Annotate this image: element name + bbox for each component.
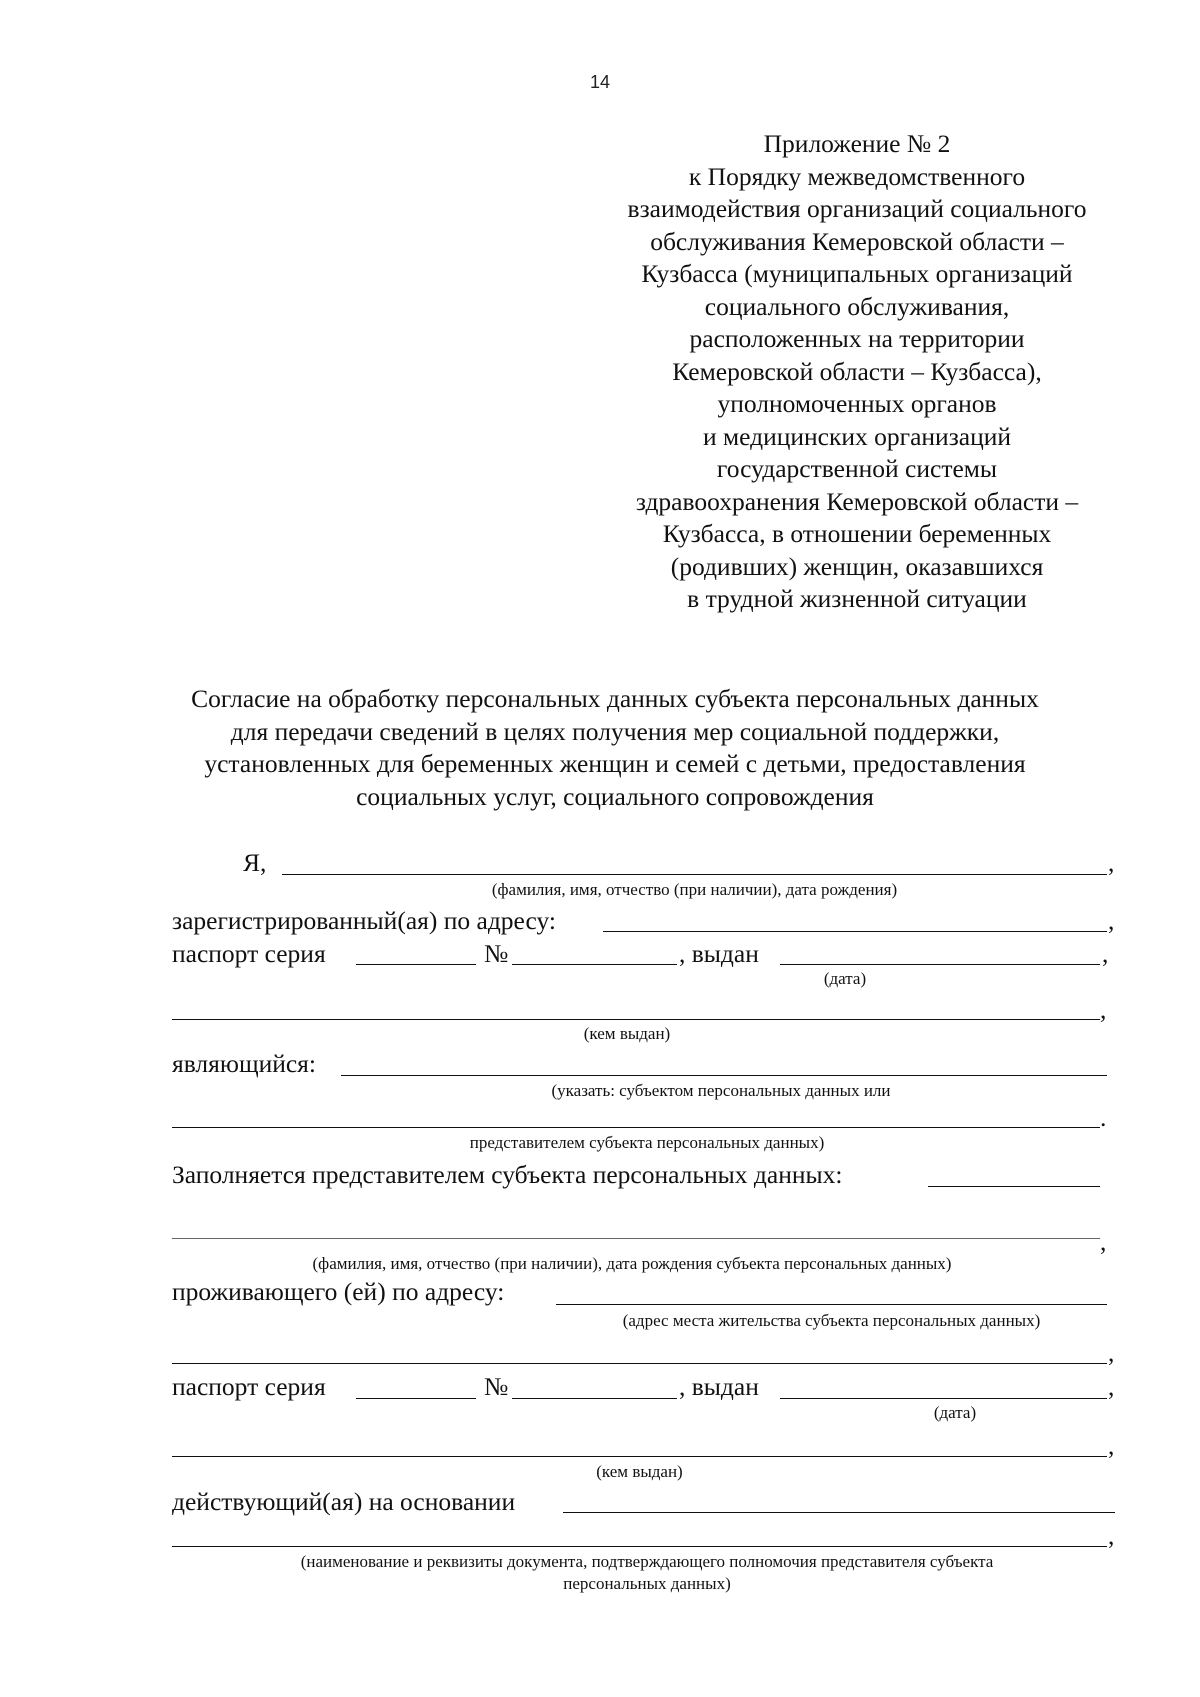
- rep-issued-label: , выдан: [679, 1372, 759, 1401]
- full-name-caption: (фамилия, имя, отчество (при наличии), дата рождения): [491, 880, 898, 899]
- being-caption-1: (указать: субъектом персональных данных или: [551, 1081, 891, 1100]
- issued-label: , выдан: [679, 939, 759, 968]
- comma: ,: [1102, 939, 1109, 968]
- rep-passport-number-field[interactable]: [512, 1398, 677, 1399]
- acting-label: действующий(ая) на основании: [172, 1487, 516, 1516]
- appendix-line: Кемеровской области – Кузбасса),: [672, 356, 1042, 386]
- comma: ,: [1108, 906, 1115, 935]
- issued-by-caption: (кем выдан): [583, 1024, 671, 1043]
- appendix-line: расположенных на территории: [689, 324, 1025, 353]
- authority-document-field[interactable]: [563, 1512, 1115, 1513]
- rep-passport-issued-by-field[interactable]: [172, 1456, 1107, 1457]
- being-caption-2: представителем субъекта персональных данных): [469, 1133, 825, 1152]
- representative-label: Заполняется представителем субъекта персональных данных:: [172, 1160, 843, 1189]
- document-title: [130, 683, 1100, 813]
- appendix-header: [592, 128, 1122, 616]
- appendix-line: государственной системы: [716, 454, 998, 483]
- representative-field[interactable]: [928, 1186, 1100, 1187]
- appendix-line: Кузбасса, в отношении беременных: [662, 519, 1052, 548]
- residing-label: проживающего (ей) по адресу:: [172, 1277, 505, 1306]
- date-caption: (дата): [823, 969, 867, 988]
- rep-passport-series-label: паспорт серия: [172, 1372, 326, 1401]
- comma: ,: [1108, 848, 1115, 877]
- registered-label: зарегистрированный(ая) по адресу:: [172, 906, 556, 935]
- authority-document-field-2[interactable]: [172, 1546, 1107, 1547]
- passport-series-label: паспорт серия: [172, 939, 326, 968]
- comma: ,: [1108, 1521, 1115, 1550]
- appendix-line: (родивших) женщин, оказавшихся: [670, 551, 1044, 581]
- subject-name-field[interactable]: [172, 1238, 1100, 1239]
- residence-address-field[interactable]: [556, 1304, 1107, 1305]
- passport-number-sign: №: [484, 939, 509, 968]
- appendix-line: здравоохранения Кемеровской области –: [635, 486, 1079, 516]
- period: .: [1100, 1103, 1107, 1132]
- comma: ,: [1108, 1372, 1115, 1401]
- document-caption-1: (наименование и реквизиты документа, подтверждающего полномочия представителя субъекта: [300, 1552, 994, 1571]
- full-name-field[interactable]: [282, 874, 1107, 875]
- document-caption-2: персональных данных): [563, 1574, 731, 1593]
- title-line: Согласие на обработку персональных данных субъекта персональных данных: [191, 684, 1039, 713]
- page-number: 14: [589, 72, 611, 92]
- residence-caption: (адрес места жительства субъекта персональных данных): [622, 1311, 1041, 1330]
- rep-passport-number-sign: №: [484, 1372, 509, 1401]
- passport-series-field[interactable]: [356, 964, 476, 965]
- residence-address-field-2[interactable]: [172, 1363, 1107, 1364]
- title-line: социальных услуг, социального сопровождения: [356, 781, 874, 811]
- appendix-line: Кузбасса (муниципальных организаций: [641, 259, 1073, 288]
- appendix-line: к Порядку межведомственного: [688, 161, 1026, 191]
- title-line: установленных для беременных женщин и семей с детьми, предоставления: [204, 749, 1026, 778]
- ya-label: Я,: [243, 848, 267, 877]
- subject-name-caption: (фамилия, имя, отчество (при наличии), дата рождения субъекта персональных данных): [312, 1254, 952, 1273]
- rep-passport-series-field[interactable]: [356, 1398, 476, 1399]
- comma: ,: [1100, 995, 1107, 1024]
- appendix-line: в трудной жизненной ситуации: [687, 584, 1027, 613]
- being-status-field[interactable]: [341, 1075, 1107, 1076]
- appendix-line: уполномоченных органов: [717, 389, 997, 418]
- appendix-line: взаимодействия организаций социального: [627, 194, 1087, 223]
- appendix-line: обслуживания Кемеровской области –: [650, 226, 1064, 256]
- registered-address-field[interactable]: [603, 931, 1107, 932]
- appendix-line: и медицинских организаций: [702, 421, 1012, 451]
- appendix-line: социального обслуживания,: [704, 291, 1010, 321]
- passport-number-field[interactable]: [512, 964, 677, 965]
- being-status-field-2[interactable]: [172, 1127, 1100, 1128]
- passport-date-field[interactable]: [780, 964, 1100, 965]
- rep-date-caption: (дата): [933, 1403, 977, 1422]
- comma: ,: [1108, 1431, 1115, 1460]
- being-label: являющийся:: [172, 1049, 316, 1078]
- comma: ,: [1108, 1338, 1115, 1367]
- comma: ,: [1100, 1227, 1107, 1256]
- title-line: для передачи сведений в целях получения мер социальной поддержки,: [230, 716, 1000, 746]
- appendix-line: Приложение № 2: [763, 129, 951, 158]
- rep-passport-date-field[interactable]: [780, 1398, 1107, 1399]
- passport-issued-by-field[interactable]: [172, 1019, 1100, 1020]
- rep-issued-by-caption: (кем выдан): [596, 1462, 683, 1481]
